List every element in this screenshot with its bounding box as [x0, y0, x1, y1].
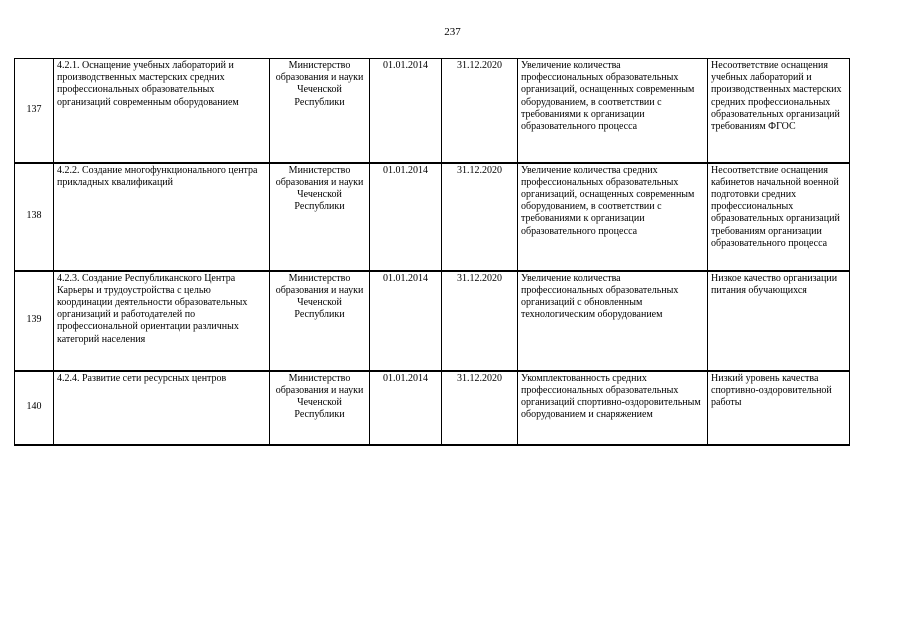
end-date: 31.12.2020 — [442, 59, 518, 163]
table-row — [15, 59, 850, 163]
consequences: Несоответствие оснащения учебных лабораторий и производственных мастерских средних профессиональных образовательных организаций требованиям ФГОС — [708, 59, 850, 163]
start-date: 01.01.2014 — [370, 59, 442, 163]
start-date: 01.01.2014 — [370, 271, 442, 371]
activity-name: 4.2.4. Развитие сети ресурсных центров — [54, 371, 270, 445]
row-number: 137 — [15, 59, 54, 163]
row-number: 140 — [15, 371, 54, 445]
row-number: 139 — [15, 271, 54, 371]
expected-result: Увеличение количества средних профессиональных образовательных организаций, оснащенных современным оборудованием, в соответствии с требованиями к организации образовательного процесса — [518, 163, 708, 271]
consequences: Несоответствие оснащения кабинетов начальной военной подготовки средних профессиональных образовательных организаций требованиям организации образовательного процесса — [708, 163, 850, 271]
start-date: 01.01.2014 — [370, 371, 442, 445]
responsible-executor: Министерство образования и науки Чеченской Республики — [270, 163, 370, 271]
program-activities-table — [14, 58, 850, 446]
start-date: 01.01.2014 — [370, 163, 442, 271]
table-row — [15, 163, 850, 271]
responsible-executor: Министерство образования и науки Чеченской Республики — [270, 59, 370, 163]
responsible-executor: Министерство образования и науки Чеченской Республики — [270, 271, 370, 371]
consequences: Низкий уровень качества спортивно-оздоровительной работы — [708, 371, 850, 445]
activity-name: 4.2.3. Создание Республиканского Центра Карьеры и трудоустройства с целью координации деятельности образовательных организаций и работодателей по профессиональной ориентации различных категорий населения — [54, 271, 270, 371]
end-date: 31.12.2020 — [442, 163, 518, 271]
table-row — [15, 371, 850, 445]
expected-result: Увеличение количества профессиональных образовательных организаций, оснащенных современным оборудованием, в соответствии с требованиями к организации образовательного процесса — [518, 59, 708, 163]
responsible-executor: Министерство образования и науки Чеченской Республики — [270, 371, 370, 445]
expected-result: Укомплектованность средних профессиональных образовательных организаций спортивно-оздоровительным оборудованием и снаряжением — [518, 371, 708, 445]
activity-name: 4.2.2. Создание многофункционального центра прикладных квалификаций — [54, 163, 270, 271]
page-number: 237 — [444, 26, 461, 38]
activity-name: 4.2.1. Оснащение учебных лабораторий и производственных мастерских средних профессиональных образовательных организаций современным оборудованием — [54, 59, 270, 163]
expected-result: Увеличение количества профессиональных образовательных организаций с обновленным технологическим оборудованием — [518, 271, 708, 371]
end-date: 31.12.2020 — [442, 271, 518, 371]
consequences: Низкое качество организации питания обучающихся — [708, 271, 850, 371]
end-date: 31.12.2020 — [442, 371, 518, 445]
table-row — [15, 271, 850, 371]
row-number: 138 — [15, 163, 54, 271]
